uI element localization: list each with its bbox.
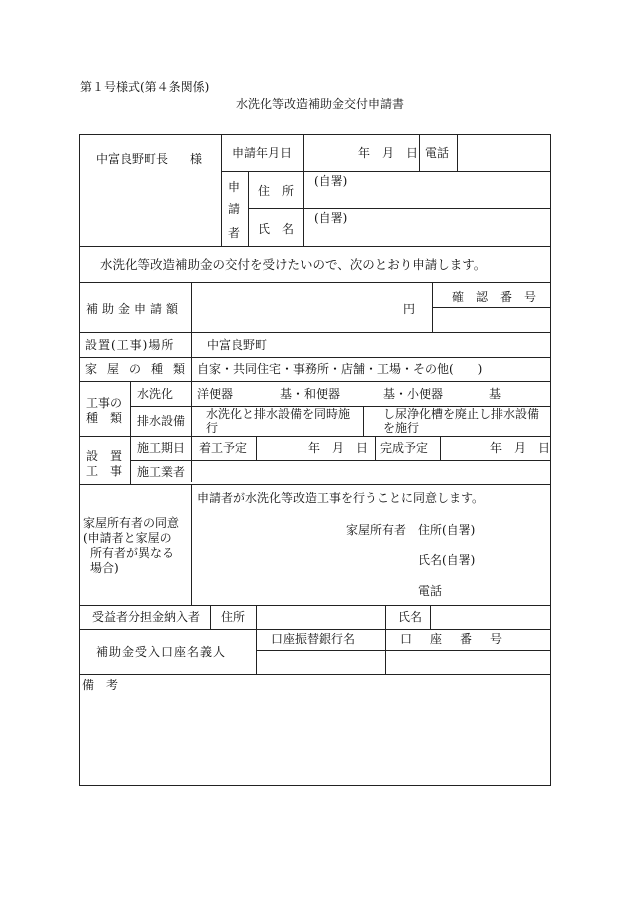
drain-option-2-line2: を施行 [383, 421, 420, 435]
bank-label: 口座振替銀行名 [271, 632, 356, 646]
application-date-label: 申請年月日 [232, 146, 293, 160]
work-type-label-1: 工事の [86, 396, 123, 410]
account-number-label: 口 座 番 号 [400, 632, 506, 646]
remarks-label: 備 考 [82, 678, 119, 692]
amount-unit: 円 [403, 302, 416, 316]
drain-option-1-line1[interactable]: 水洗化と排水設備を同時施 [206, 407, 351, 421]
applicant-address-label: 住 所 [258, 184, 295, 198]
form-number: 第１号様式(第４条関係) [80, 80, 210, 94]
flush-label: 水洗化 [137, 387, 174, 401]
payer-name-label: 氏名 [398, 610, 423, 624]
drain-option-1-line2: 行 [206, 421, 219, 435]
applicant-address-note: (自署) [314, 174, 348, 188]
phone-label: 電話 [425, 146, 450, 160]
construction-label-1: 設 置 [86, 449, 123, 463]
location-label: 設置(工事)場所 [85, 338, 175, 352]
consent-label-2: (申請者と家屋の [83, 531, 172, 545]
end-date-field[interactable]: 年 月 日 [490, 441, 551, 455]
application-date-field[interactable]: 年 月 日 [358, 146, 419, 160]
drain-option-2-line1[interactable]: し尿浄化槽を廃止し排水設備 [383, 407, 540, 421]
applicant-side-label-2: 請 [228, 202, 241, 216]
consent-text: 申請者が水洗化等改造工事を行うことに同意します。 [197, 491, 485, 505]
consent-label-3: 所有者が異なる [90, 546, 175, 560]
application-statement: 水洗化等改造補助金の交付を受けたいので、次のとおり申請します。 [100, 257, 487, 272]
addressee-name: 中富良野町長 [96, 152, 169, 166]
end-label: 完成予定 [380, 441, 429, 455]
ki-japanese-toilet: 基・和便器 [280, 387, 341, 401]
account-holder-label: 補助金受入口座名義人 [96, 645, 227, 659]
confirm-number-label: 確 認 番 号 [452, 290, 537, 304]
payer-label: 受益者分担金納入者 [92, 610, 201, 624]
payer-address-label: 住所 [221, 610, 246, 624]
start-date-field[interactable]: 年 月 日 [308, 441, 369, 455]
drain-label: 排水設備 [137, 414, 186, 428]
applicant-side-label-3: 者 [228, 226, 241, 240]
ki-urinal: 基・小便器 [383, 387, 444, 401]
addressee-sama: 様 [190, 152, 203, 166]
applicant-name-label: 氏 名 [258, 222, 295, 236]
house-type-label: 家屋の種類 [85, 362, 196, 376]
form-title: 水洗化等改造補助金交付申請書 [236, 97, 405, 111]
amount-label: 補助金申請額 [86, 302, 183, 316]
contractor-label: 施工業者 [137, 465, 186, 479]
construction-label-2: 工 事 [86, 464, 123, 478]
period-label: 施工期日 [137, 441, 186, 455]
consent-label-1: 家屋所有者の同意 [83, 516, 180, 530]
house-type-options[interactable]: 自家・共同住宅・事務所・店舗・工場・その他( ) [197, 362, 483, 376]
owner-name-label: 氏名(自署) [418, 553, 476, 567]
western-toilet-label: 洋便器 [197, 387, 234, 401]
applicant-name-note: (自署) [314, 211, 348, 225]
start-label: 着工予定 [199, 441, 248, 455]
owner-phone-label: 電話 [418, 584, 443, 598]
work-type-label-2: 種 類 [86, 411, 123, 425]
applicant-side-label-1: 申 [228, 180, 241, 194]
owner-address-label: 家屋所有者 住所(自署) [346, 523, 476, 537]
consent-label-4: 場合) [90, 561, 119, 575]
location-value: 中富良野町 [207, 338, 268, 352]
ki-last: 基 [489, 387, 502, 401]
